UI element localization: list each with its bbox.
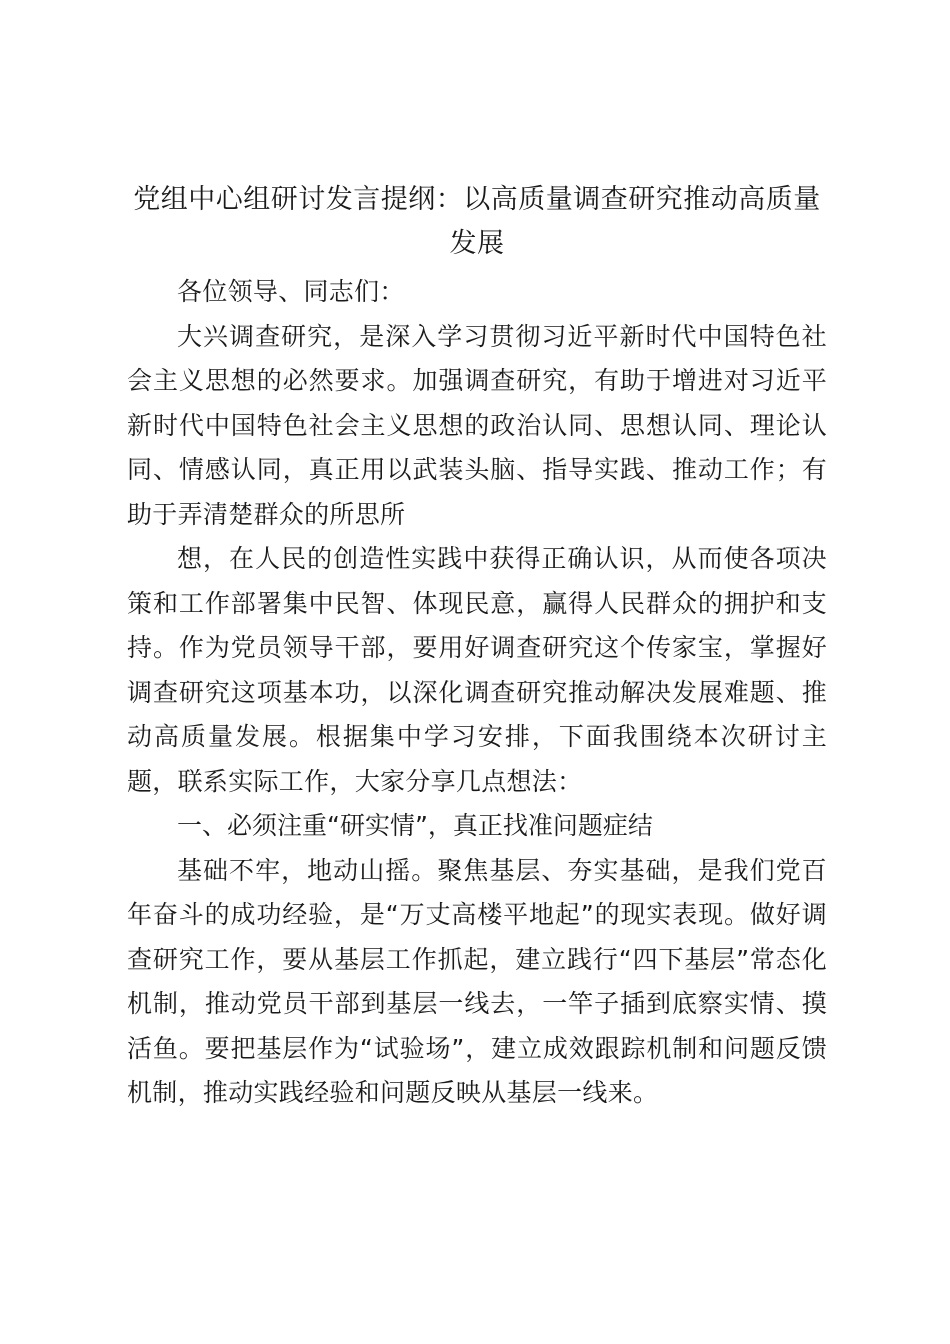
document-title: 党组中心组研讨发言提纲：以高质量调查研究推动高质量发展 bbox=[133, 184, 821, 259]
document-page bbox=[127, 178, 827, 1116]
paragraph-1: 大兴调查研究，是深入学习贯彻习近平新时代中国特色社会主义思想的必然要求。加强调查研究，有助于增进对习近平新时代中国特色社会主义思想的政治认同、思想认同、理论认同、情感认同，真正用以武装头脑、指导实践、推动工作；有助于弄清楚群众的所思所 bbox=[127, 321, 827, 529]
paragraph-2: 想，在人民的创造性实践中获得正确认识，从而使各项决策和工作部署集中民智、体现民意，赢得人民群众的拥护和支持。作为党员领导干部，要用好调查研究这个传家宝，掌握好调查研究这项基本功，以深化调查研究推动解决发展难题、推动高质量发展。根据集中学习安排，下面我围绕本次研讨主题，联系实际工作，大家分享几点想法： bbox=[127, 544, 827, 796]
salutation: 各位领导、同志们： bbox=[177, 277, 405, 306]
section-1-heading: 一、必须注重“研实情”，真正找准问题症结 bbox=[177, 811, 653, 840]
section-1-paragraph: 基础不牢，地动山摇。聚焦基层、夯实基础，是我们党百年奋斗的成功经验，是“万丈高楼平地起”的现实表现。做好调查研究工作，要从基层工作抓起，建立践行“四下基层”常态化机制，推动党员干部到基层一线去，一竿子插到底察实情、摸活鱼。要把基层作为“试验场”，建立成效跟踪机制和问题反馈机制，推动实践经验和问题反映从基层一线来。 bbox=[127, 855, 827, 1107]
